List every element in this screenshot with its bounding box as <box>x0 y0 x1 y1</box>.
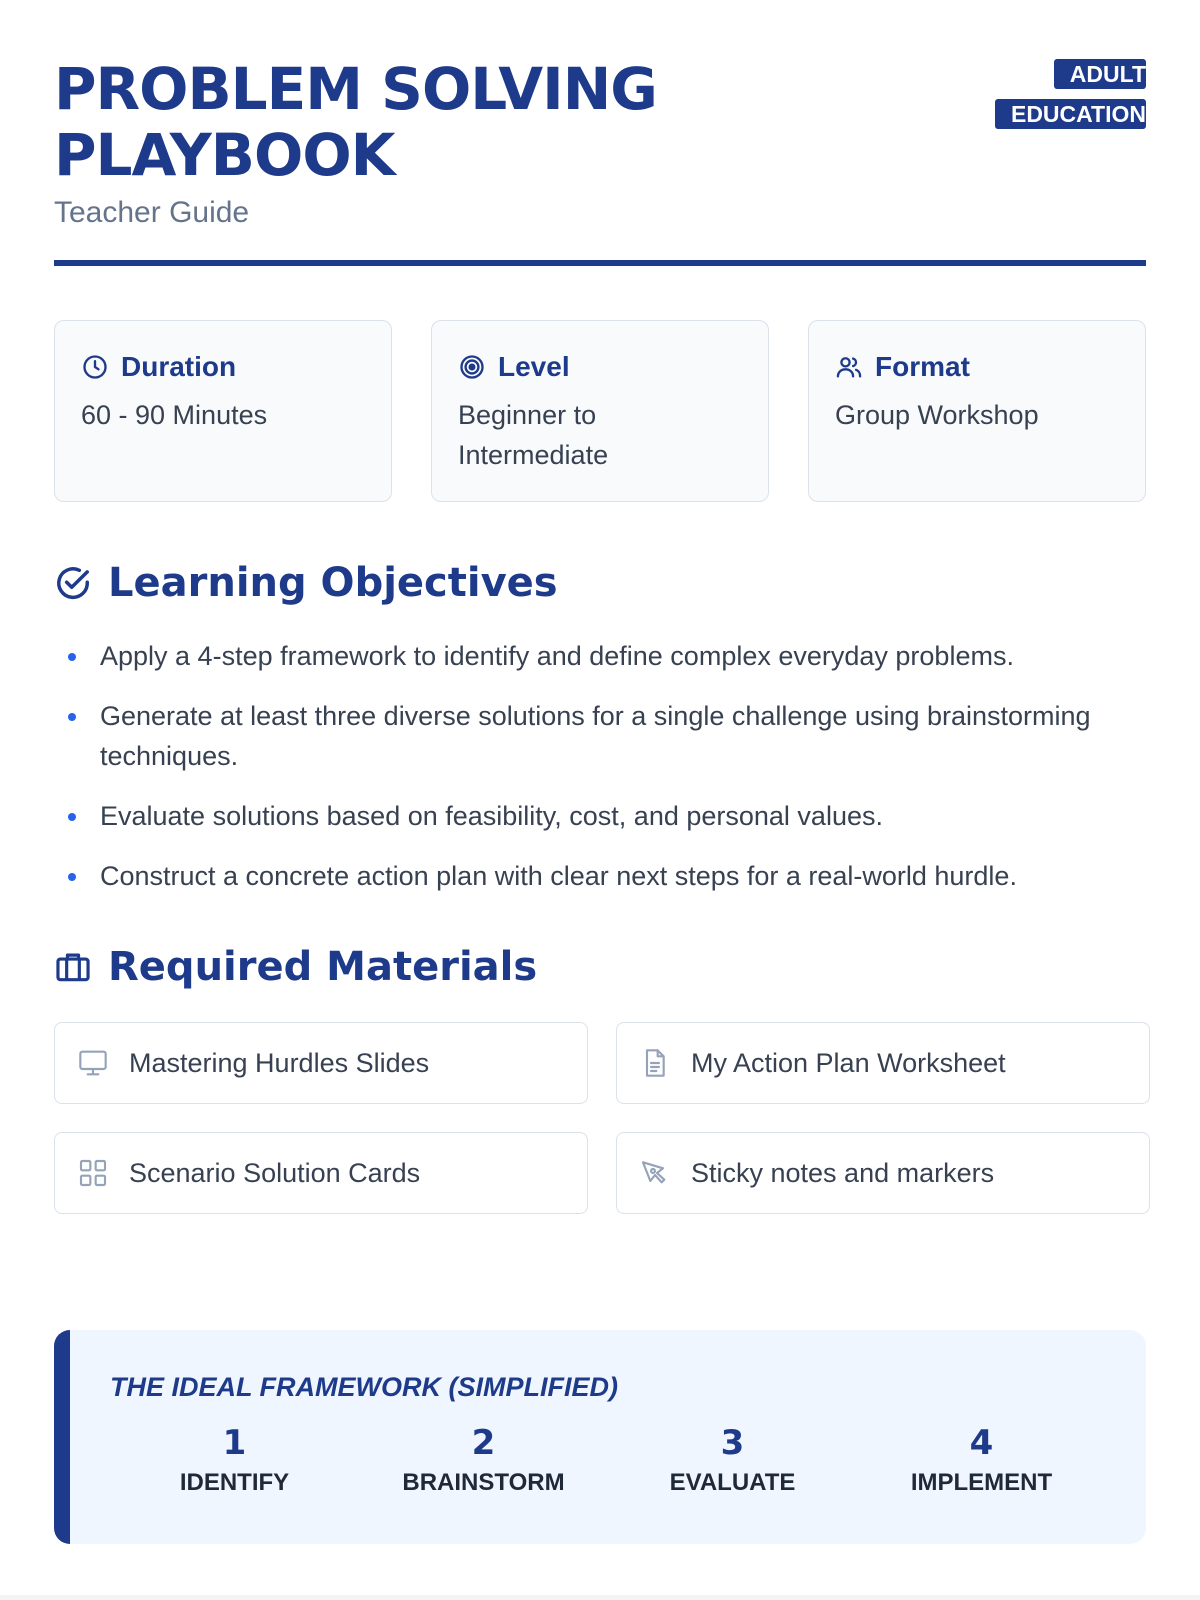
framework-step <box>608 1423 857 1497</box>
step-number: 1 <box>222 1423 247 1463</box>
check-circle-icon <box>54 564 92 602</box>
step-number: 2 <box>471 1423 496 1463</box>
step-label: BRAINSTORM <box>402 1469 565 1496</box>
material-label: Scenario Solution Cards <box>129 1157 421 1188</box>
material-label: My Action Plan Worksheet <box>691 1047 1006 1078</box>
badge-line-2: EDUCATION <box>995 99 1146 129</box>
card-label: Level <box>498 351 570 382</box>
objective-item: Evaluate solutions based on feasibility, cost, and personal values. <box>54 796 1146 836</box>
card-value: Group Workshop <box>835 400 1039 430</box>
card-value: Beginner to Intermediate <box>458 400 609 470</box>
material-item-supplies <box>616 1132 1150 1214</box>
step-label: IMPLEMENT <box>910 1469 1053 1496</box>
framework-title: THE IDEAL FRAMEWORK (SIMPLIFIED) <box>110 1372 618 1402</box>
objectives-heading <box>54 560 1146 606</box>
clock-icon <box>81 353 109 381</box>
framework-step <box>110 1423 359 1497</box>
badge-line-1: ADULT <box>1054 59 1146 89</box>
material-item-cards <box>54 1132 588 1214</box>
framework-callout <box>54 1330 1146 1544</box>
material-item-slides <box>54 1022 588 1104</box>
step-label: EVALUATE <box>669 1469 796 1496</box>
objectives-title: Learning Objectives <box>108 560 558 606</box>
page-title: PROBLEM SOLVING PLAYBOOK <box>54 55 657 189</box>
step-number: 3 <box>720 1423 745 1463</box>
framework-step <box>359 1423 608 1497</box>
objective-item: Generate at least three diverse solutions for a single challenge using brainstorming techniques. <box>54 696 1146 776</box>
page-header <box>54 0 1146 266</box>
card-label: Format <box>875 351 970 382</box>
card-label: Duration <box>121 351 237 382</box>
grid-icon <box>77 1157 109 1189</box>
materials-title: Required Materials <box>108 944 538 990</box>
materials-heading <box>54 944 1146 990</box>
material-label: Sticky notes and markers <box>691 1157 995 1188</box>
info-cards <box>54 320 1146 502</box>
briefcase-icon <box>54 948 92 986</box>
framework-steps <box>110 1423 1106 1497</box>
audience-badge <box>986 54 1146 134</box>
document-icon <box>639 1047 671 1079</box>
users-icon <box>835 353 863 381</box>
objective-item: Apply a 4-step framework to identify and define complex everyday problems. <box>54 636 1146 676</box>
info-card-format <box>808 320 1146 502</box>
page-subtitle: Teacher Guide <box>54 196 250 229</box>
framework-step <box>857 1423 1106 1497</box>
material-item-worksheet <box>616 1022 1150 1104</box>
materials-grid <box>54 1022 1146 1214</box>
step-label: IDENTIFY <box>179 1469 290 1496</box>
info-card-duration <box>54 320 392 502</box>
step-number: 4 <box>969 1423 994 1463</box>
info-card-level <box>431 320 769 502</box>
card-value: 60 - 90 Minutes <box>81 400 268 430</box>
monitor-icon <box>77 1047 109 1079</box>
pen-icon <box>639 1157 671 1189</box>
objective-item: Construct a concrete action plan with clear next steps for a real-world hurdle. <box>54 856 1146 896</box>
target-icon <box>458 353 486 381</box>
material-label: Mastering Hurdles Slides <box>129 1047 430 1078</box>
objectives-list <box>54 636 1146 896</box>
